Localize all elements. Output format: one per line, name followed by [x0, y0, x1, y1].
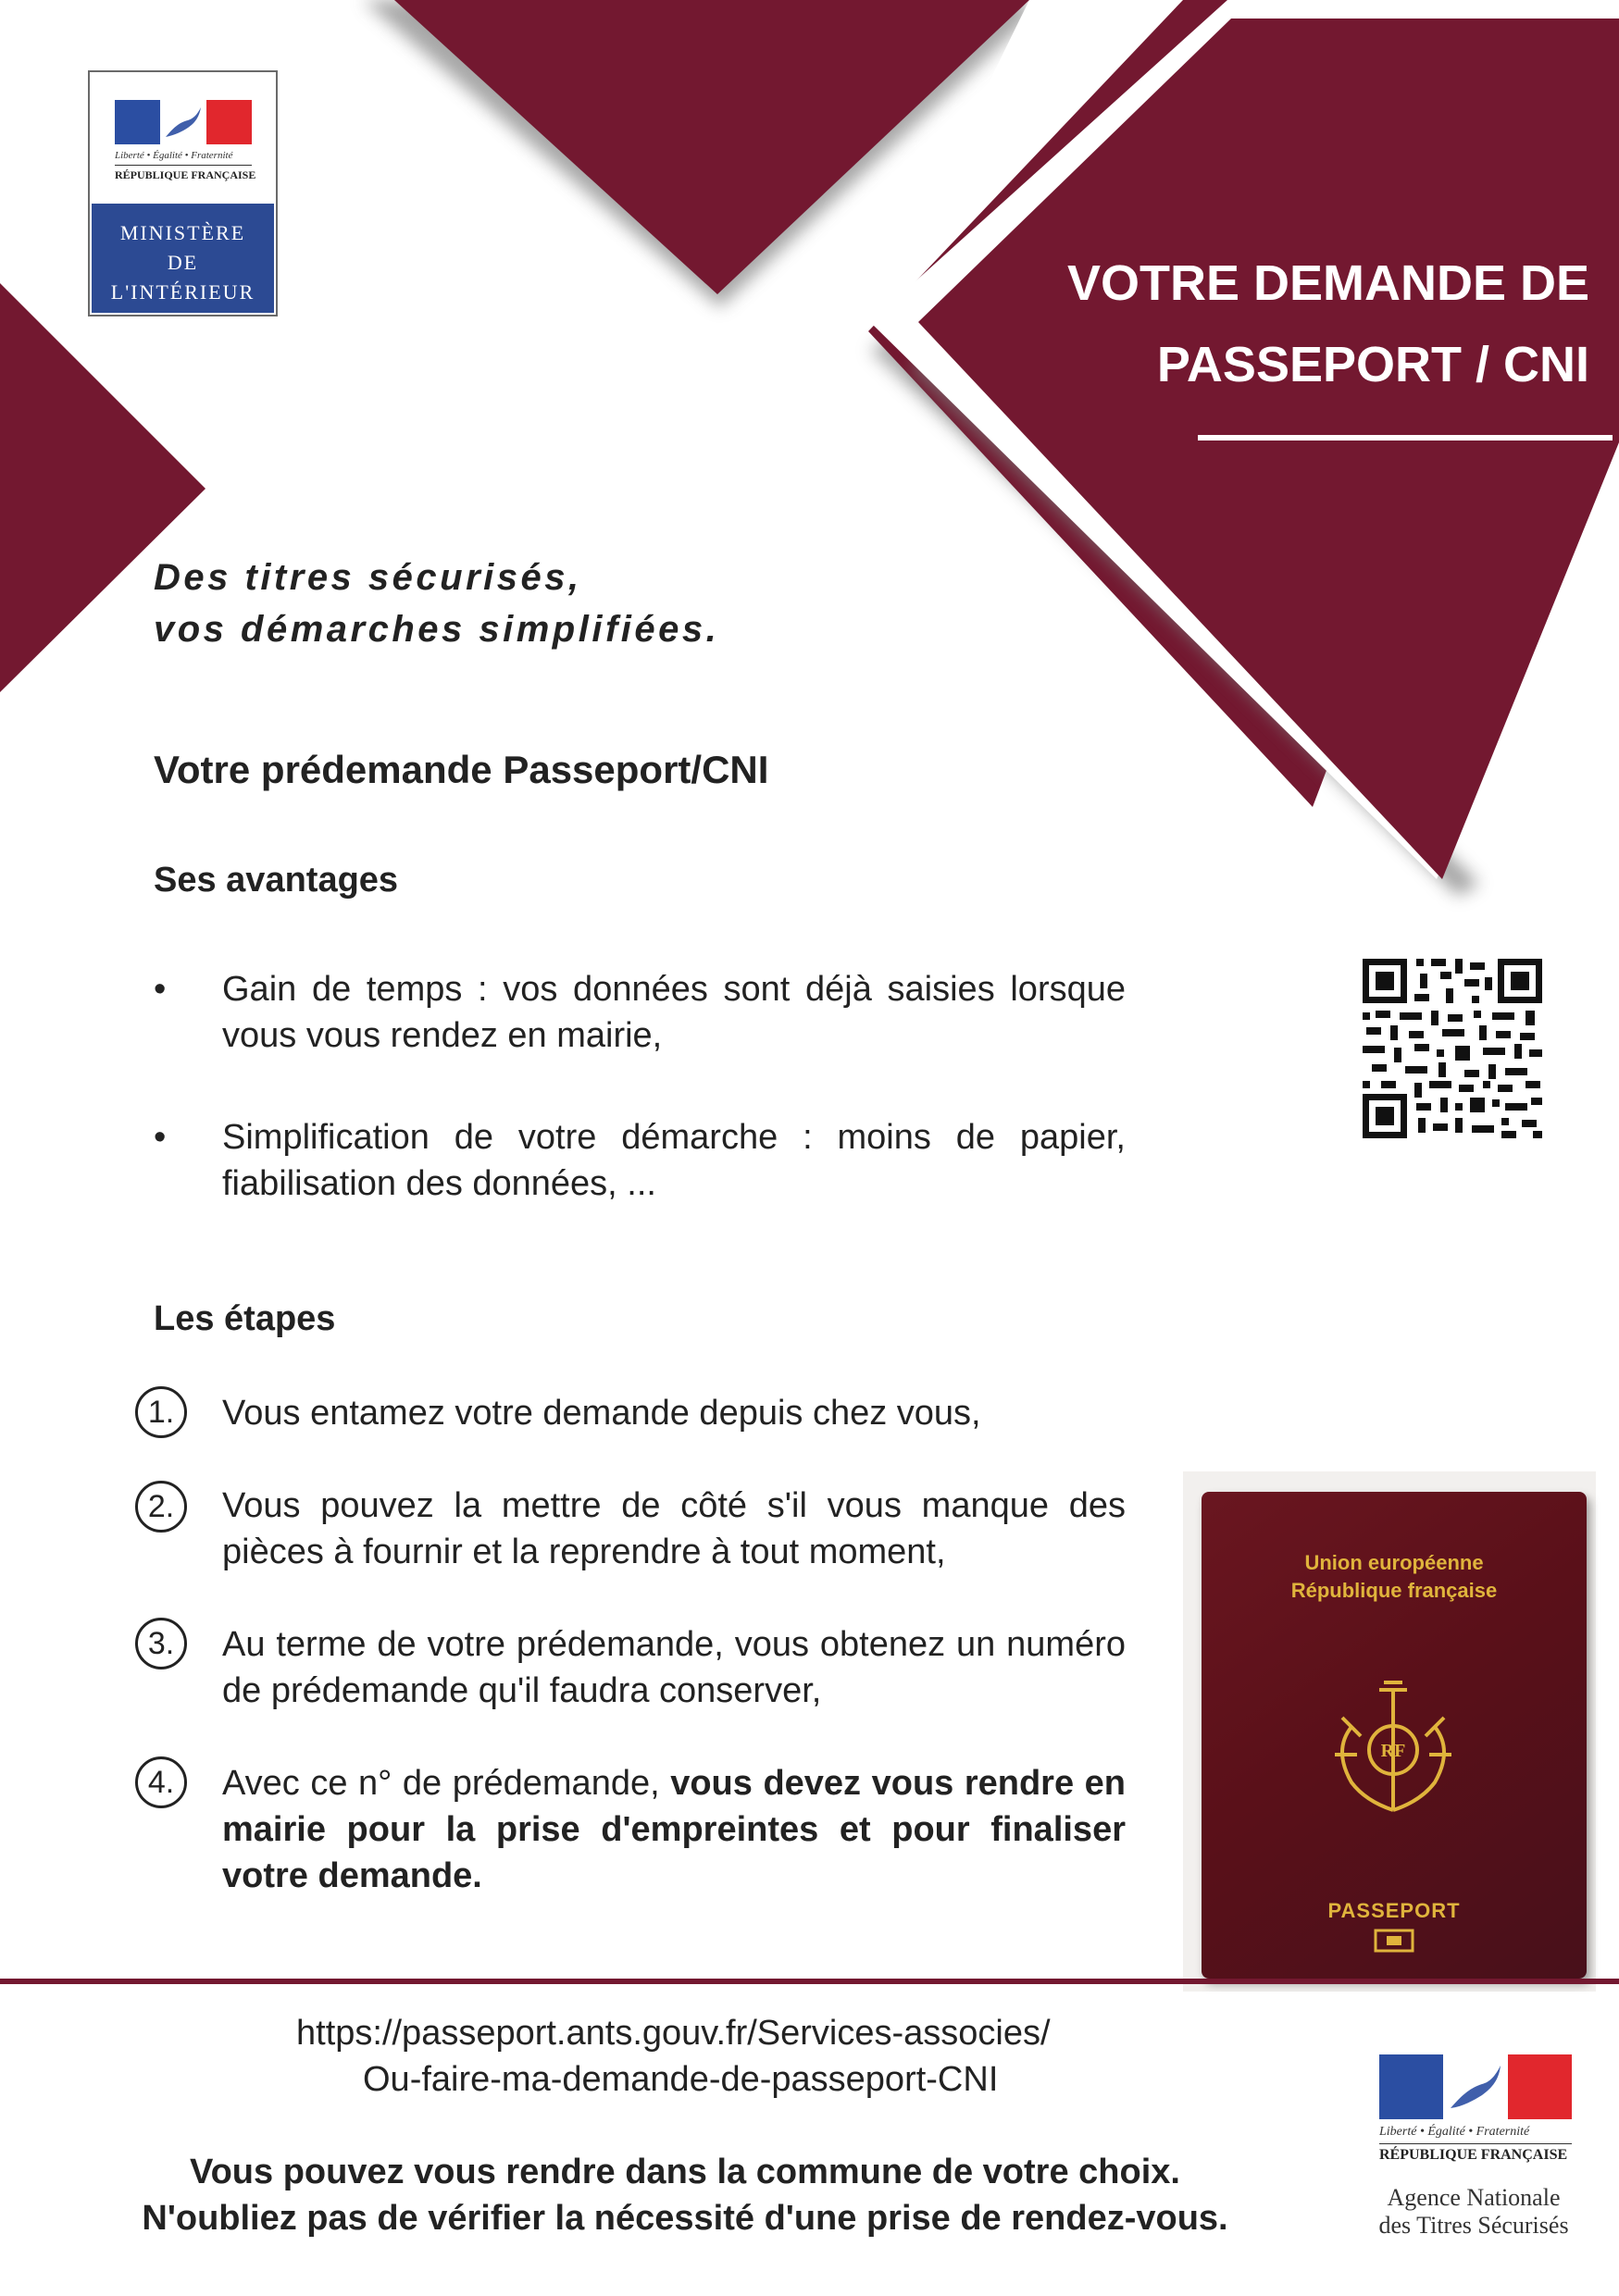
step-text: Au terme de votre prédemande, vous obtenez un numéro de prédemande qu'il faudra conserver,: [222, 1625, 1126, 1710]
agency-name-line2: des Titres Sécurisés: [1378, 2212, 1569, 2239]
advantage-item: Gain de temps : vos données sont déjà saisies lorsque vous vous rendez en mairie,: [222, 970, 1126, 1055]
title-line2: PASSEPORT / CNI: [1156, 337, 1589, 392]
footer-msg-line2: N'oubliez pas de vérifier la nécessité d'une prise de rendez-vous.: [142, 2199, 1228, 2238]
passport-cover: [1202, 1492, 1587, 1979]
agency-name-line1: Agence Nationale: [1387, 2184, 1561, 2211]
advantages-heading: Ses avantages: [154, 861, 399, 900]
ministry-logo: [88, 70, 278, 316]
tagline-line1: Des titres sécurisés,: [154, 557, 582, 598]
ministry-line2: DE: [167, 251, 199, 274]
chip-icon: [1374, 1929, 1414, 1953]
step-text-plain: Avec ce n° de prédemande,: [222, 1764, 671, 1803]
qr-code[interactable]: [1363, 959, 1542, 1138]
ministry-line1: MINISTÈRE: [119, 221, 246, 244]
ants-republic: RÉPUBLIQUE FRANÇAISE: [1379, 2147, 1568, 2163]
steps-heading: Les étapes: [154, 1299, 336, 1338]
step-number: 4.: [135, 1756, 187, 1808]
step-text: Vous pouvez la mettre de côté s'il vous manque des pièces à fournir et la reprendre à tout moment,: [222, 1486, 1126, 1571]
page-title: [923, 242, 1589, 405]
url-line1[interactable]: https://passeport.ants.gouv.fr/Services-associes/: [296, 2014, 1051, 2053]
step-text: [222, 1760, 1126, 1899]
passport-line1: Union européenne: [1304, 1551, 1484, 1574]
ministry-band: [92, 204, 274, 313]
ants-motto: Liberté • Égalité • Fraternité: [1379, 2125, 1530, 2139]
step-text-bold: vous devez vous rendre en mairie pour la prise d'empreintes et pour finaliser votre demande.: [222, 1764, 1127, 1895]
logo-motto: Liberté • Égalité • Fraternité: [115, 150, 233, 161]
title-line1: VOTRE DEMANDE DE: [1066, 255, 1589, 311]
ants-logo: [1366, 2045, 1581, 2258]
passport-label: PASSEPORT: [1327, 1899, 1461, 1922]
step-text: Vous entamez votre demande depuis chez vous,: [222, 1394, 981, 1433]
ministry-line3: L'INTÉRIEUR: [110, 280, 255, 304]
french-flag-icon: [115, 100, 252, 144]
svg-text:RF: RF: [1380, 1741, 1406, 1761]
url-line2[interactable]: Ou-faire-ma-demande-de-passeport-CNI: [363, 2060, 999, 2099]
tagline-line2: vos démarches simplifiées.: [154, 609, 720, 650]
bullet-icon: •: [154, 1118, 167, 1157]
step-number: 3.: [135, 1618, 187, 1669]
passport-image: [1183, 1471, 1596, 1992]
bullet-icon: •: [154, 970, 167, 1009]
footer-message: [56, 2149, 1314, 2241]
logo-republic: RÉPUBLIQUE FRANÇAISE: [115, 168, 256, 181]
section-title: Votre prédemande Passeport/CNI: [154, 748, 769, 791]
french-flag-icon: [1379, 2054, 1572, 2119]
emblem-icon: [1314, 1671, 1472, 1829]
passport-line2: République française: [1290, 1579, 1498, 1602]
advantage-item: Simplification de votre démarche : moins de papier, fiabilisation des données, ...: [222, 1118, 1126, 1203]
step-number: 1.: [135, 1386, 187, 1438]
step-number: 2.: [135, 1481, 187, 1533]
footer-msg-line1: Vous pouvez vous rendre dans la commune de votre choix.: [190, 2153, 1180, 2191]
tagline: [154, 552, 719, 655]
footer-divider: [0, 1979, 1619, 1984]
title-underline: [1198, 435, 1613, 441]
